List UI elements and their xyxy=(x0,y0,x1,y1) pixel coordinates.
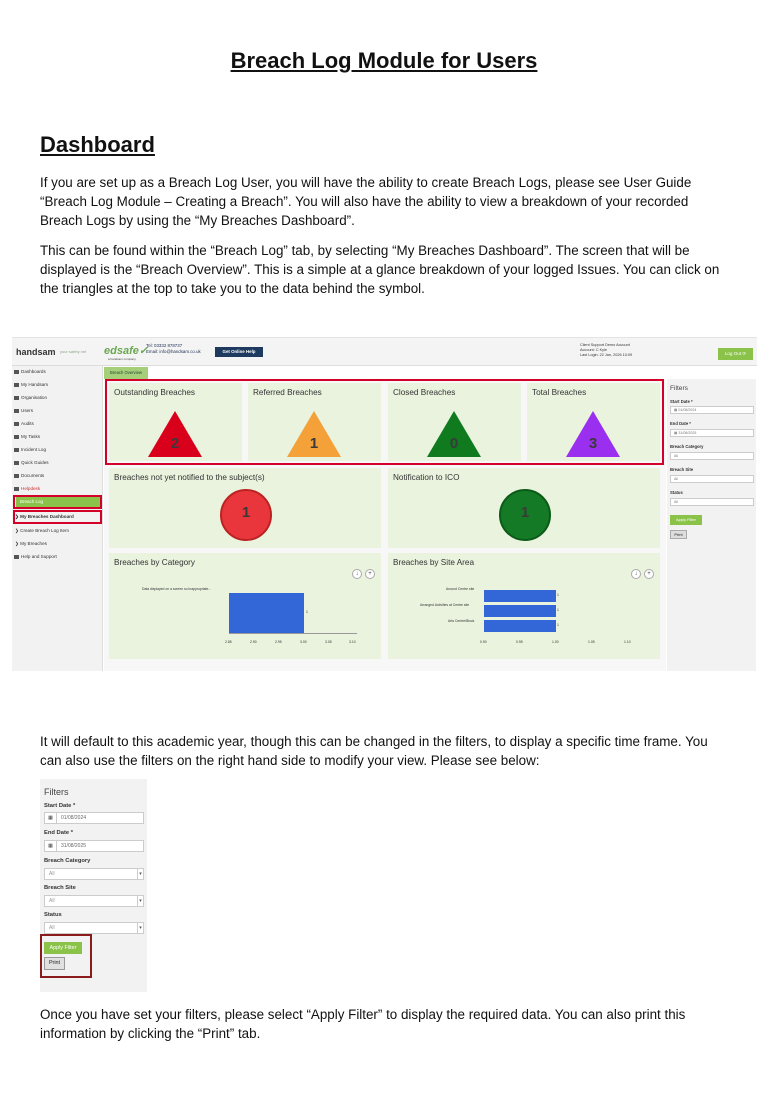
category-chart-value: 1 xyxy=(306,610,308,614)
outstanding-title: Outstanding Breaches xyxy=(114,388,196,397)
ico-title: Notification to ICO xyxy=(393,473,460,482)
chevron-down-icon: ▾ xyxy=(137,923,143,933)
breach-site-label: Breach Site xyxy=(44,885,76,891)
not-notified-panel[interactable] xyxy=(109,468,381,548)
paragraph-location: This can be found within the “Breach Log” tab, by selecting “My Breaches Dashboard”. The screen that will be displayed is the “Breach Overview”. This is a simple at a glance breakdown of your logged Issues. You can click on the triangles at the top to take you to the data behind the symbol. xyxy=(40,243,720,296)
logout-button[interactable]: Log Out ⟳ xyxy=(718,348,753,360)
category-chart-bar xyxy=(229,593,304,633)
brand-tagline: your safety net xyxy=(60,349,87,354)
site-tick: 0.90 xyxy=(480,640,487,644)
site-chart-value: 1 xyxy=(557,608,559,612)
edsafe-subtitle: a handsam company xyxy=(108,357,136,361)
filters-panel xyxy=(667,379,756,671)
referred-title: Referred Breaches xyxy=(253,388,322,397)
users-icon xyxy=(14,409,19,413)
site-chart-value: 1 xyxy=(557,593,559,597)
edsafe-logo: edsafe✓ xyxy=(104,345,149,357)
account-line-1: Client Support Demo Account xyxy=(580,343,630,347)
closed-title: Closed Breaches xyxy=(393,388,456,397)
filters-title: Filters xyxy=(670,385,688,392)
sidebar-item-my-breaches[interactable]: ❯ My Breaches xyxy=(15,541,47,546)
site-chart-category: Around Centre site xyxy=(446,587,475,591)
end-date-label: End Date * xyxy=(670,421,691,426)
sidebar-item-users[interactable]: Users xyxy=(14,408,33,413)
category-tick: 3.00 xyxy=(300,640,307,644)
category-chart-category: Data displayed on a screen so inappropriate... xyxy=(142,587,212,591)
ico-count: 1 xyxy=(520,504,530,521)
site-chart-bar xyxy=(484,590,556,602)
sidebar-item-help-support[interactable]: Help and Support xyxy=(14,554,57,559)
status-select[interactable]: All xyxy=(670,498,754,506)
start-date-label: Start Date * xyxy=(670,399,693,404)
breach-overview-screenshot xyxy=(12,337,757,671)
book-icon xyxy=(14,461,19,465)
building-icon xyxy=(14,396,19,400)
site-chart-category: Arranged Activities at Centre site xyxy=(420,603,470,607)
zoom-plus-icon[interactable]: + xyxy=(644,569,654,579)
site-chart-panel xyxy=(388,553,660,659)
download-icon[interactable]: ↓ xyxy=(352,569,362,579)
category-chart-title: Breaches by Category xyxy=(114,558,196,567)
helpdesk-icon xyxy=(14,487,19,491)
user-icon xyxy=(14,383,19,387)
site-tick: 1.00 xyxy=(552,640,559,644)
start-date-label: Start Date * xyxy=(44,803,76,809)
end-date-field[interactable]: ▦ 31/08/2025 xyxy=(44,840,144,852)
breach-site-label: Breach Site xyxy=(670,467,694,472)
end-date-field[interactable]: ▦ 31/08/2025 xyxy=(670,429,754,437)
site-chart-bar xyxy=(484,605,556,617)
ico-panel[interactable] xyxy=(388,468,660,548)
top-bar xyxy=(12,338,757,366)
account-line-2: Account: C Kyle xyxy=(580,348,608,353)
account-info xyxy=(580,343,632,359)
contact-info xyxy=(146,343,201,355)
help-icon xyxy=(14,555,19,559)
print-button[interactable]: Print xyxy=(44,957,65,970)
breach-site-select[interactable]: All ▾ xyxy=(44,895,144,907)
tiles-highlight-frame xyxy=(105,379,664,465)
filters-screenshot xyxy=(40,779,147,992)
sidebar-item-my-handsam[interactable]: My Handsam xyxy=(14,382,48,387)
download-icon[interactable]: ↓ xyxy=(631,569,641,579)
closed-count: 0 xyxy=(449,435,459,452)
status-select[interactable]: All ▾ xyxy=(44,922,144,934)
sidebar-item-create-breach[interactable]: ❯ Create Breach Log Item xyxy=(15,528,69,533)
sidebar-item-audits[interactable]: Audits xyxy=(14,421,34,426)
my-breaches-dashboard-highlight xyxy=(13,510,102,524)
category-tick: 2.90 xyxy=(250,640,257,644)
phone-text: Tel: 03332 878737 xyxy=(146,343,183,348)
breach-category-select[interactable]: All ▾ xyxy=(44,868,144,880)
chevron-down-icon: ▾ xyxy=(137,896,143,906)
site-chart-bar xyxy=(484,620,556,632)
category-chart-panel xyxy=(109,553,381,659)
calendar-icon: ▦ xyxy=(674,431,679,435)
sidebar-item-my-breaches-dashboard[interactable]: ❯ My Breaches Dashboard xyxy=(15,514,74,519)
category-tick: 2.85 xyxy=(225,640,232,644)
calendar-icon: ▦ xyxy=(674,408,679,412)
tab-breach-overview[interactable]: Breach Overview xyxy=(104,367,148,379)
referred-count: 1 xyxy=(309,435,319,452)
total-title: Total Breaches xyxy=(532,388,587,397)
start-date-field[interactable]: ▦ 01/08/2024 xyxy=(44,812,144,824)
sidebar-item-breach-log[interactable]: Breach Log xyxy=(16,497,100,507)
sidebar-item-organisation[interactable]: Organisation xyxy=(14,395,47,400)
sidebar-item-incident-log[interactable]: Incident Log xyxy=(14,447,46,452)
status-label: Status xyxy=(44,912,62,918)
breach-site-select[interactable]: All xyxy=(670,475,754,483)
sidebar-item-quick-guides[interactable]: Quick Guides xyxy=(14,460,49,465)
not-notified-title: Breaches not yet notified to the subject(s) xyxy=(114,473,265,482)
not-notified-count: 1 xyxy=(241,504,251,521)
sidebar-item-documents[interactable]: Documents xyxy=(14,473,44,478)
home-icon xyxy=(14,370,19,374)
site-tick: 1.10 xyxy=(624,640,631,644)
account-line-3: Last Login: 22 Jan, 2026 10:09 xyxy=(580,353,633,358)
buttons-highlight-frame xyxy=(40,934,92,978)
category-tick: 3.05 xyxy=(325,640,332,644)
site-chart-category: Arts Centre/Block xyxy=(448,619,475,623)
outstanding-count: 2 xyxy=(170,435,180,452)
sidebar-item-my-tasks[interactable]: My Tasks xyxy=(14,434,40,439)
print-button[interactable]: Print xyxy=(670,530,687,539)
calendar-icon: ▦ xyxy=(45,841,57,851)
paragraph-default-year: It will default to this academic year, though this can be changed in the filters, to display a specific time frame. You can also use the filters on the right hand side to modify your view. Please see below: xyxy=(40,734,708,768)
calendar-icon xyxy=(14,435,19,439)
site-chart-title: Breaches by Site Area xyxy=(393,558,475,567)
email-text: Email: info@handsam.co.uk xyxy=(146,349,201,354)
zoom-plus-icon[interactable]: + xyxy=(365,569,375,579)
calendar-icon: ▦ xyxy=(45,813,57,823)
pencil-icon xyxy=(14,422,19,426)
document-icon xyxy=(14,474,19,478)
end-date-label: End Date * xyxy=(44,830,73,836)
apply-filter-button[interactable]: Apply Filter xyxy=(670,515,702,525)
breach-category-label: Breach Category xyxy=(44,858,91,864)
sidebar-item-dashboards[interactable]: Dashboards xyxy=(14,369,46,374)
total-count: 3 xyxy=(588,435,598,452)
filters-title: Filters xyxy=(44,787,69,797)
category-tick: 2.95 xyxy=(275,640,282,644)
main-area xyxy=(104,379,666,671)
sidebar-item-helpdesk[interactable]: Helpdesk xyxy=(14,486,40,491)
handsam-logo: handsam xyxy=(16,347,56,357)
category-tick: 3.10 xyxy=(349,640,356,644)
status-label: Status xyxy=(670,490,683,495)
warning-icon xyxy=(14,448,19,452)
sidebar xyxy=(12,366,103,671)
breach-log-highlight xyxy=(13,495,102,509)
start-date-field[interactable]: ▦ 01/08/2024 xyxy=(670,406,754,414)
site-tick: 1.05 xyxy=(588,640,595,644)
paragraph-intro: If you are set up as a Breach Log User, you will have the ability to create Breach Logs, please see User Guide “Breach Log Module – Creating a Breach”. You will also have the ability to view a breakdown of your recorded Breach Logs by using the “My Breaches Dashboard”. xyxy=(40,175,692,228)
document-title: Breach Log Module for Users xyxy=(230,48,538,73)
site-chart-value: 1 xyxy=(557,623,559,627)
category-chart-axis xyxy=(229,633,357,634)
apply-filter-button[interactable]: Apply Filter xyxy=(44,942,82,954)
breach-category-label: Breach Category xyxy=(670,444,704,449)
breach-category-select[interactable]: All xyxy=(670,452,754,460)
chevron-down-icon: ▾ xyxy=(137,869,143,879)
section-title: Dashboard xyxy=(40,132,155,157)
online-help-button[interactable]: Get Online Help xyxy=(215,347,263,357)
site-tick: 0.95 xyxy=(516,640,523,644)
paragraph-apply-filter: Once you have set your filters, please select “Apply Filter” to display the required data. You can also print this information by clicking the “Print” tab. xyxy=(40,1007,686,1041)
